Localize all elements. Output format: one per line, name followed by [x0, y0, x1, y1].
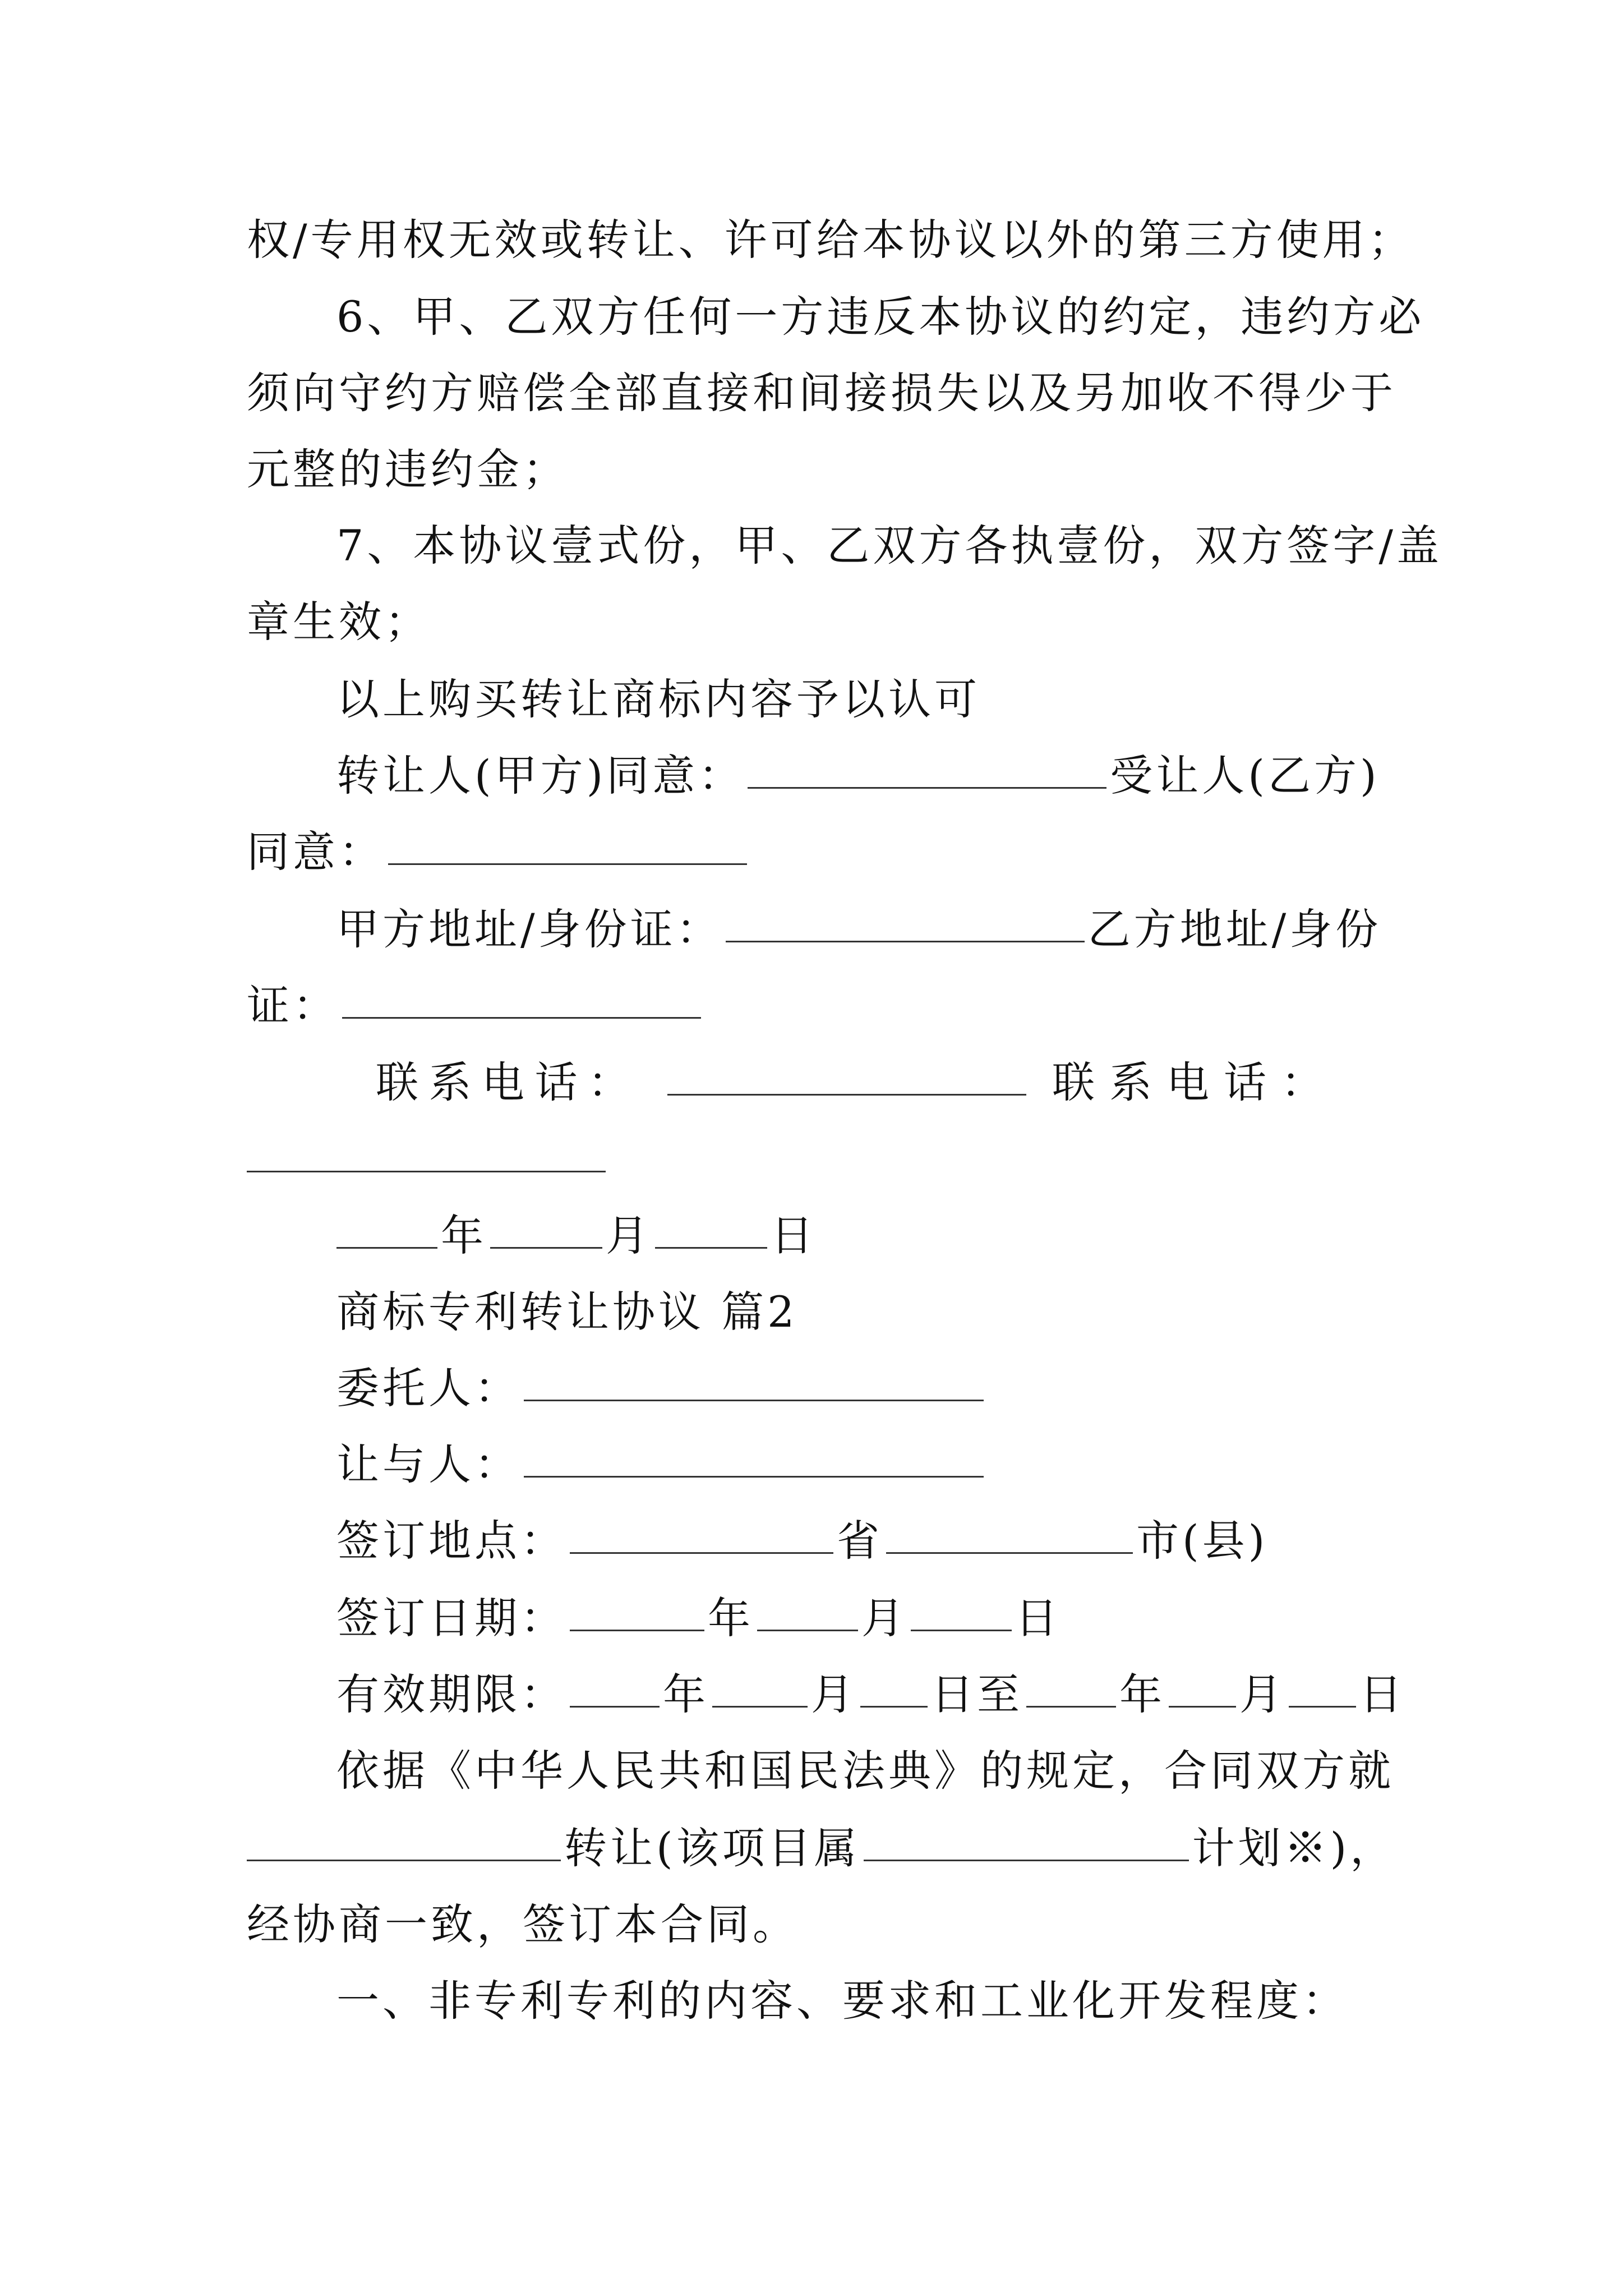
label: 委托人：	[336, 1363, 520, 1413]
char: 系	[428, 1057, 475, 1107]
day-label: 日	[1015, 1593, 1061, 1643]
label: 让与人：	[336, 1439, 520, 1489]
char: 电	[1166, 1057, 1212, 1107]
day-blank[interactable]	[911, 1585, 1012, 1631]
text-line: 章生效；	[247, 597, 431, 647]
year-label: 年	[708, 1593, 754, 1643]
phone-label-a	[376, 1049, 634, 1116]
assignor-line	[336, 1431, 1385, 1498]
project-line	[247, 1815, 1396, 1882]
clause-7-line: 7、本协议壹式份，甲、乙双方各执壹份，双方签字/盖	[336, 521, 1442, 570]
day-label: 日	[1359, 1669, 1405, 1719]
signature-blank[interactable]	[748, 742, 1106, 789]
approval-line: 以上购买转让商标内容予以认可	[336, 674, 980, 724]
year-label: 年	[1119, 1669, 1165, 1719]
clause-6-line: 6、甲、乙双方任何一方违反本协议的约定，违约方必	[336, 292, 1425, 342]
label: 同意：	[247, 827, 385, 877]
section-heading: 一、非专利专利的内容、要求和工业化开发程度：	[336, 1976, 1348, 2026]
label: 转让(该项目属	[564, 1823, 860, 1873]
char: 电	[482, 1057, 528, 1107]
label: 甲方地址/身份证：	[336, 904, 722, 954]
year-label: 年	[663, 1669, 709, 1719]
phone-blank-line	[247, 1126, 1385, 1193]
text-line: 元整的违约金；	[247, 444, 569, 494]
label: 签订日期：	[336, 1593, 566, 1643]
day-blank[interactable]	[655, 1202, 767, 1249]
month-blank[interactable]	[490, 1202, 602, 1249]
to-label: 日至	[931, 1669, 1023, 1719]
phone-blank[interactable]	[247, 1126, 606, 1172]
section-title: 商标专利转让协议 篇2	[336, 1287, 798, 1337]
validity-line	[336, 1661, 1405, 1728]
phone-blank[interactable]	[667, 1049, 1026, 1096]
label: 签订地点：	[336, 1516, 566, 1566]
year-blank[interactable]	[1026, 1661, 1116, 1708]
client-blank[interactable]	[524, 1355, 984, 1401]
plan-blank[interactable]	[864, 1815, 1189, 1861]
text-line: 经协商一致，签订本合同。	[247, 1899, 799, 1949]
char: 联	[376, 1057, 422, 1107]
text-line: 依据《中华人民共和国民法典》的规定，合同双方就	[336, 1746, 1394, 1796]
day-blank[interactable]	[1289, 1661, 1356, 1708]
assignor-blank[interactable]	[524, 1431, 984, 1478]
label: 乙方地址/身份	[1087, 904, 1382, 954]
date-line	[336, 1202, 1385, 1269]
year-blank[interactable]	[570, 1661, 660, 1708]
month-label: 月	[1239, 1669, 1285, 1719]
month-blank[interactable]	[712, 1661, 808, 1708]
char: ：	[1281, 1057, 1327, 1107]
text-line: 权/专用权无效或转让、许可给本协议以外的第三方使用；	[247, 215, 1414, 265]
address-blank[interactable]	[342, 972, 701, 1019]
province-blank[interactable]	[570, 1507, 833, 1554]
month-blank[interactable]	[1169, 1661, 1236, 1708]
label: 证：	[247, 981, 339, 1030]
month-label: 月	[861, 1593, 907, 1643]
signature-blank[interactable]	[388, 818, 747, 865]
signing-place-line	[336, 1507, 1385, 1575]
party-a-address-line	[336, 896, 1385, 963]
phone-line	[376, 1049, 1385, 1116]
label: 计划※)，	[1192, 1823, 1396, 1873]
month-label: 月	[811, 1669, 857, 1719]
char: 系	[1109, 1057, 1155, 1107]
project-blank[interactable]	[247, 1815, 561, 1861]
label: 转让人(甲方)同意：	[336, 751, 745, 800]
transferee-consent-line	[247, 818, 1385, 886]
char: 联	[1052, 1057, 1098, 1107]
year-blank[interactable]	[570, 1585, 704, 1631]
text-line: 须向守约方赔偿全部直接和间接损失以及另加收不得少于	[247, 368, 1396, 418]
signing-date-line	[336, 1585, 1385, 1652]
transferor-consent-line	[336, 742, 1385, 809]
day-label: 日	[771, 1211, 817, 1260]
year-blank[interactable]	[336, 1202, 437, 1249]
client-line	[336, 1355, 1385, 1422]
year-label: 年	[441, 1211, 487, 1260]
phone-label-b	[1052, 1049, 1327, 1116]
char: 话	[534, 1057, 581, 1107]
address-blank[interactable]	[726, 896, 1085, 942]
party-b-address-line	[247, 972, 1385, 1039]
month-blank[interactable]	[757, 1585, 858, 1631]
city-blank[interactable]	[886, 1507, 1133, 1554]
day-blank[interactable]	[860, 1661, 928, 1708]
city-label: 市(县)	[1136, 1516, 1269, 1566]
province-label: 省	[837, 1516, 883, 1566]
label: 有效期限：	[336, 1669, 566, 1719]
char: 话	[1224, 1057, 1270, 1107]
label: 受让人(乙方)	[1110, 751, 1380, 800]
month-label: 月	[606, 1211, 652, 1260]
char: ：	[588, 1057, 634, 1107]
